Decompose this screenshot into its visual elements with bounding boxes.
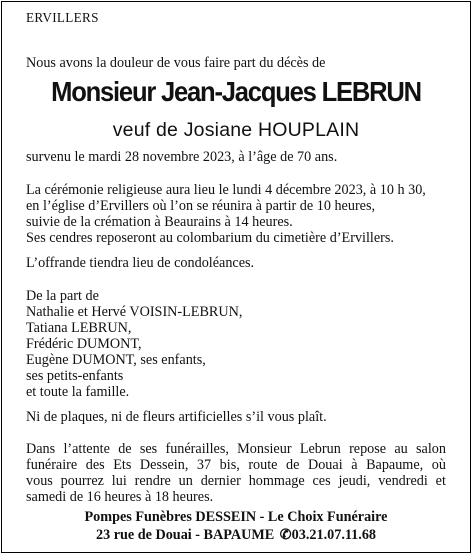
- visitation-word: bis,: [219, 457, 240, 473]
- family-line: Eugène DUMONT, ses enfants,: [26, 352, 206, 368]
- ceremony-line: Ses cendres reposeront au colombarium du cimetière d’Ervillers.: [26, 230, 394, 246]
- visitation-paragraph: [26, 441, 446, 505]
- visitation-word: Monsieur: [237, 441, 292, 457]
- funeral-home-address: 23 rue de Douai - BAPAUME: [95, 527, 275, 543]
- funeral-home-phone: 03.21.07.11.68: [291, 527, 377, 543]
- visitation-word: rendre: [134, 473, 171, 489]
- funeral-home-contact: [2, 527, 470, 543]
- visitation-word: repose: [349, 441, 387, 457]
- funeral-home-name: Pompes Funèbres DESSEIN - Le Choix Funéraire: [84, 509, 388, 525]
- offering-text: L’offrande tiendra lieu de condoléances.: [26, 255, 255, 271]
- visitation-line: [26, 489, 446, 505]
- visitation-word: salon: [416, 441, 446, 457]
- widow-of: veuf de Josiane HOUPLAIN: [112, 119, 360, 141]
- ceremony-line: suivie de la crémation à Beaurains à 14 heures.: [26, 214, 293, 230]
- visitation-word: pourrez: [60, 473, 104, 489]
- visitation-word: Douai: [307, 457, 343, 473]
- town-name: ERVILLERS: [26, 10, 99, 25]
- family-list: [26, 288, 242, 400]
- visitation-word: hommage: [248, 473, 305, 489]
- visitation-word: un: [178, 473, 193, 489]
- visitation-word: ses: [139, 441, 158, 457]
- visitation-word: vendredi: [378, 473, 428, 489]
- visitation-word: où: [431, 457, 446, 473]
- family-line: Tatiana LEBRUN,: [26, 320, 132, 336]
- no-flowers-text: Ni de plaques, ni de fleurs artificielles s’il vous plaît.: [26, 409, 327, 425]
- visitation-word: lui: [111, 473, 127, 489]
- visitation-word: de: [118, 441, 132, 457]
- ceremony-paragraph: [26, 182, 426, 246]
- visitation-line: [26, 457, 446, 473]
- family-line: Frédéric DUMONT,: [26, 336, 142, 352]
- visitation-word: Ets: [113, 457, 132, 473]
- intro-text: Nous avons la douleur de vous faire part du décès de: [26, 55, 326, 71]
- family-line: ses petits-enfants: [26, 368, 124, 384]
- visitation-word: jeudi,: [338, 473, 371, 489]
- visitation-word: Dans: [26, 441, 56, 457]
- visitation-word: l’attente: [63, 441, 110, 457]
- visitation-word: funéraire: [26, 457, 78, 473]
- visitation-word: des: [85, 457, 105, 473]
- visitation-word: Dessein,: [139, 457, 189, 473]
- visitation-word: dernier: [200, 473, 241, 489]
- ceremony-line: en l’église d’Ervillers où l’on se réunira à partir de 10 heures,: [26, 198, 376, 214]
- death-announcement: survenu le mardi 28 novembre 2023, à l’âge de 70 ans.: [26, 149, 338, 165]
- visitation-word: Bapaume,: [366, 457, 424, 473]
- visitation-word: route: [248, 457, 278, 473]
- visitation-word: funérailles,: [165, 441, 229, 457]
- visitation-word: samedi de 16 heures à 18 heures.: [26, 489, 214, 505]
- ceremony-line: La cérémonie religieuse aura lieu le lundi 4 décembre 2023, à 10 h 30,: [26, 182, 426, 198]
- visitation-word: Lebrun: [299, 441, 341, 457]
- visitation-word: à: [351, 457, 358, 473]
- visitation-line: [26, 441, 446, 457]
- obituary-notice: [1, 1, 471, 553]
- visitation-word: et: [435, 473, 446, 489]
- visitation-word: au: [394, 441, 408, 457]
- visitation-word: ces: [312, 473, 331, 489]
- deceased-name: Monsieur Jean-Jacques LEBRUN: [51, 76, 421, 107]
- visitation-word: 37: [196, 457, 212, 473]
- family-line: De la part de: [26, 288, 99, 304]
- family-line: et toute la famille.: [26, 384, 130, 400]
- visitation-word: vous: [26, 473, 53, 489]
- visitation-word: de: [286, 457, 300, 473]
- visitation-line: [26, 473, 446, 489]
- family-line: Nathalie et Hervé VOISIN-LEBRUN,: [26, 304, 243, 320]
- phone-icon: ✆: [279, 527, 292, 543]
